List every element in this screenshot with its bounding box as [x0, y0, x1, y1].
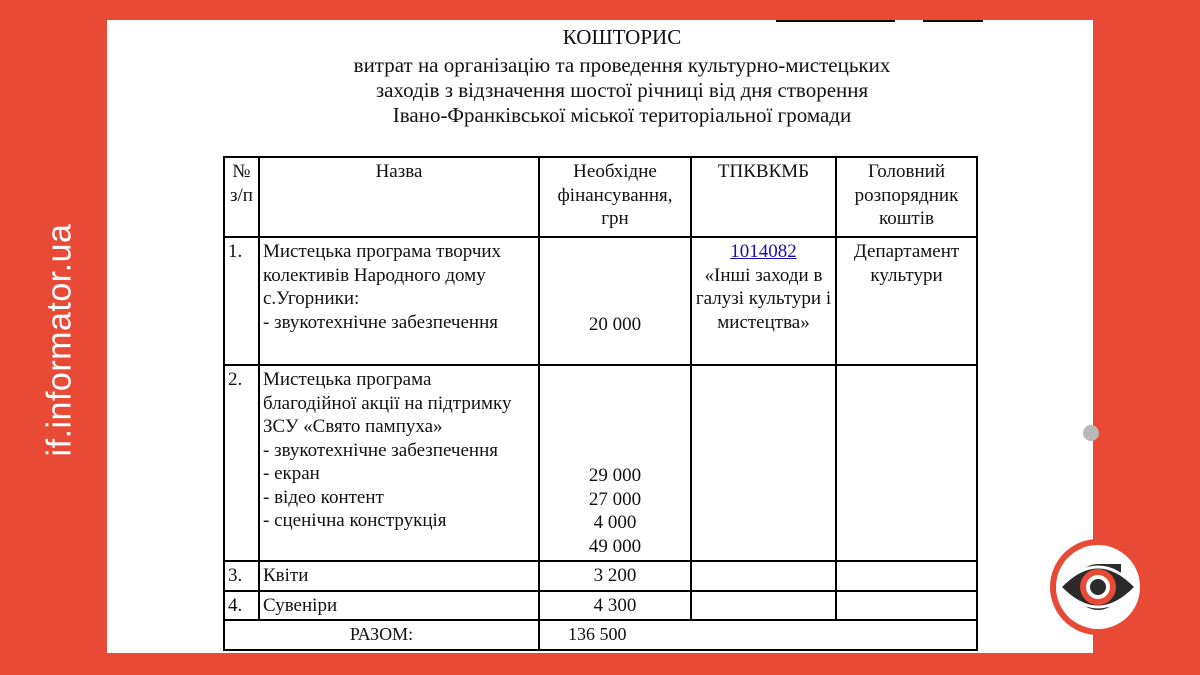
amount-value: 4 000	[593, 512, 637, 533]
row-manager	[836, 591, 977, 621]
table-row	[224, 561, 977, 591]
row-num: 4.	[224, 591, 259, 621]
row-name: Квіти	[259, 561, 539, 591]
eye-logo-icon	[1048, 537, 1148, 637]
row-num: 3.	[224, 561, 259, 591]
subtitle-line-3: Івано-Франківської міської територіальної громади	[392, 103, 852, 127]
row-amount	[539, 237, 691, 365]
row-amount	[539, 365, 691, 561]
total-row	[224, 620, 977, 650]
subtitle-line-1: витрат на організацію та проведення культурно-мистецьких	[353, 53, 891, 77]
watermark-vertical	[20, 140, 100, 540]
row-code	[691, 561, 836, 591]
row-num: 2.	[224, 365, 259, 561]
name-line: благодійної акції на підтримку	[263, 392, 512, 414]
row-name	[259, 365, 539, 561]
subtitle-line-2: заходів з відзначення шостої річниці від дня створення	[375, 78, 869, 102]
row-amount: 4 300	[539, 591, 691, 621]
table-header-row	[224, 157, 977, 237]
total-label: РАЗОМ:	[224, 620, 539, 650]
name-line: с.Угорники:	[263, 288, 360, 309]
row-manager	[836, 561, 977, 591]
name-line: Мистецька програма творчих	[263, 241, 502, 262]
row-manager: Департамент культури	[836, 237, 977, 365]
budget-table	[223, 156, 978, 651]
table-row	[224, 365, 977, 561]
name-line: колективів Народного дому	[263, 264, 486, 286]
table-row	[224, 591, 977, 621]
top-rule-right	[923, 20, 983, 22]
name-line: Мистецька програма	[263, 369, 432, 390]
name-line: - екран	[263, 463, 320, 484]
header-name: Назва	[259, 157, 539, 237]
row-name: Сувеніри	[259, 591, 539, 621]
total-value: 136 500	[539, 620, 977, 650]
name-line: - звукотехнічне забезпечення	[263, 311, 498, 333]
amount-value: 20 000	[588, 314, 642, 336]
row-manager	[836, 365, 977, 561]
code-description: «Інші заходи в галузі культури і мистецтва»	[695, 264, 832, 333]
document-title: КОШТОРИС	[562, 25, 682, 49]
name-line: - відео контент	[263, 486, 384, 508]
scroll-indicator[interactable]	[1083, 425, 1099, 441]
budget-code-link[interactable]: 1014082	[730, 241, 797, 262]
name-line: - сценічна конструкція	[263, 510, 447, 531]
top-rule-left	[776, 20, 895, 22]
header-code: ТПКВКМБ	[691, 157, 836, 237]
row-code	[691, 365, 836, 561]
table-row	[224, 237, 977, 365]
row-amount: 3 200	[539, 561, 691, 591]
header-funding: Необхідне фінансування, грн	[539, 157, 691, 237]
watermark-text: if.informator.ua	[40, 223, 79, 457]
document-page	[107, 20, 1093, 653]
amount-value: 29 000	[588, 465, 642, 486]
header-manager: Головний розпорядник коштів	[836, 157, 977, 237]
amount-value: 49 000	[588, 535, 642, 557]
name-line: - звукотехнічне забезпечення	[263, 439, 498, 461]
amount-value: 27 000	[588, 488, 642, 510]
header-num: № з/п	[224, 157, 259, 237]
name-line: ЗСУ «Свято пампуха»	[263, 416, 443, 437]
row-name	[259, 237, 539, 365]
row-code	[691, 237, 836, 365]
row-num: 1.	[224, 237, 259, 365]
row-code	[691, 591, 836, 621]
